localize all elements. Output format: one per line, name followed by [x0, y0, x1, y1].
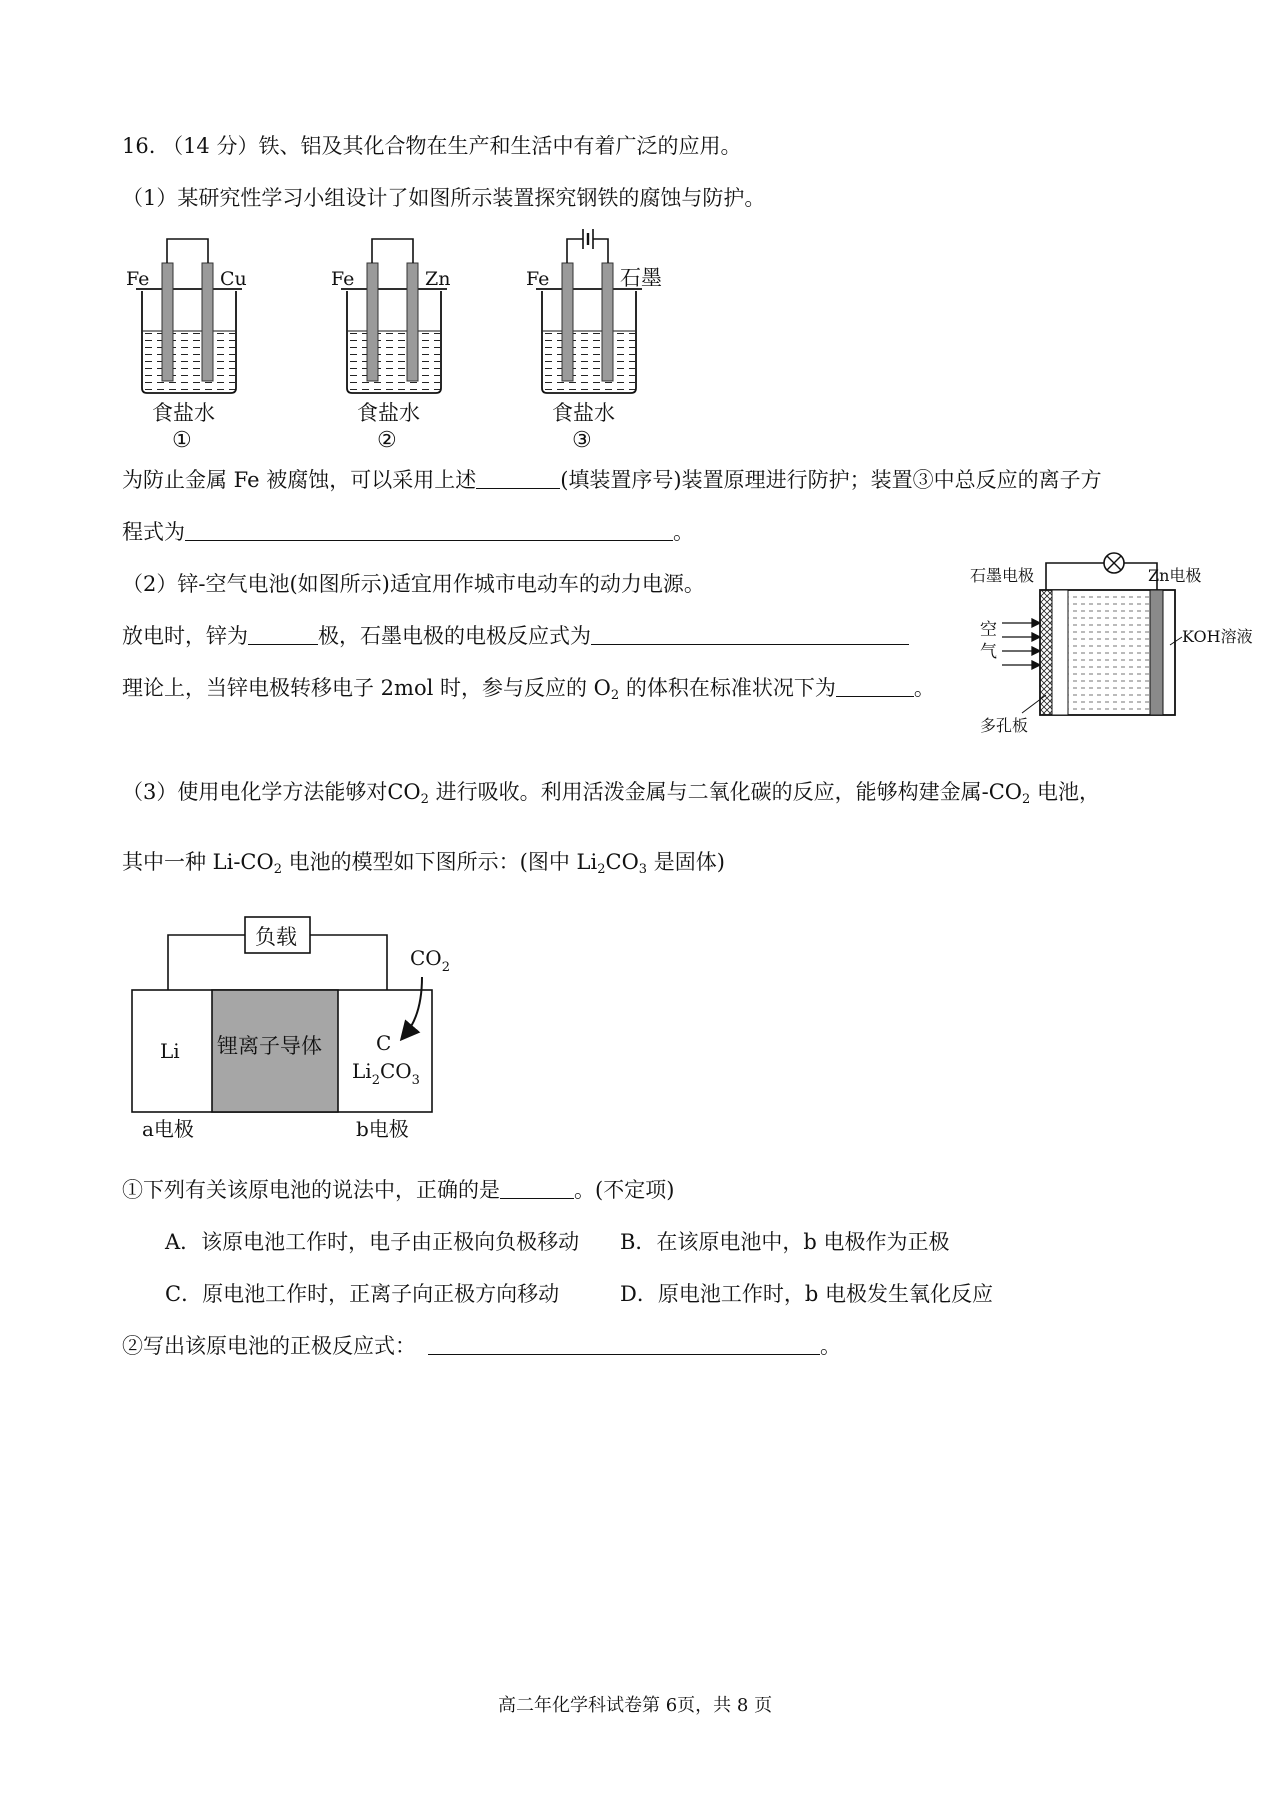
beaker-1-right-electrode: Cu: [220, 268, 247, 290]
option-b[interactable]: B．在该原电池中，b 电极作为正极: [620, 1230, 950, 1254]
part1-question-line2: 程式为 。: [122, 520, 694, 544]
zn-electrode-label: Zn电极: [1148, 566, 1202, 585]
beaker-1-solution: 食盐水: [152, 401, 215, 425]
beaker-1: [126, 239, 247, 453]
a-electrode-label: a电极: [142, 1117, 194, 1141]
beaker-2-right-electrode: Zn: [425, 268, 451, 290]
beaker-3-solution: 食盐水: [552, 401, 615, 425]
li-ion-conductor-label: 锂离子导体: [217, 1034, 322, 1058]
part3-intro-line2: 其中一种 $Li-CO_2$ 电池的模型如下图所示：(图中 $Li_2CO_3$ 是固体): [122, 850, 725, 877]
beaker-2-number: ②: [377, 428, 397, 453]
part2-question-line1: 放电时，锌为 极，石墨电极的电极反应式为: [122, 622, 909, 650]
part2-intro: （2）锌-空气电池(如图所示)适宜用作城市电动车的动力电源。: [122, 572, 705, 596]
page-footer: 高二年化学科试卷第 6页，共 8 页: [498, 1695, 773, 1716]
answer-blank-o2-volume[interactable]: [836, 676, 914, 697]
carbon-label: C: [376, 1031, 392, 1055]
subquestion-1: ①下列有关该原电池的说法中，正确的是 。(不定项): [122, 1178, 675, 1202]
option-c[interactable]: C．原电池工作时，正离子向正极方向移动: [165, 1282, 560, 1306]
porous-plate-label: 多孔板: [980, 716, 1029, 735]
zinc-air-battery-figure: [960, 545, 1253, 735]
beaker-1-left-electrode: Fe: [126, 268, 150, 290]
li2co3-label: $Li_2CO_3$: [352, 1059, 420, 1088]
part1-question-line1: 为防止金属 Fe 被腐蚀，可以采用上述 (填装置序号)装置原理进行防护；装置③中总反应的离子方: [122, 468, 1102, 492]
beaker-2: [331, 239, 450, 453]
beaker-2-solution: 食盐水: [357, 401, 420, 425]
subquestion-2: ②写出该原电池的正极反应式： 。: [122, 1334, 841, 1358]
beaker-3-right-electrode: 石墨: [620, 266, 662, 290]
answer-blank-correct-options[interactable]: [500, 1178, 574, 1199]
answer-blank-graphite-reaction[interactable]: [591, 624, 909, 645]
option-a[interactable]: A．该原电池工作时，电子由正极向负极移动: [165, 1230, 580, 1254]
load-label: 负载: [255, 925, 297, 949]
koh-solution-label: KOH溶液: [1182, 627, 1253, 646]
air-label-1: 空: [980, 620, 997, 640]
air-label-2: 气: [980, 642, 997, 662]
air-arrows: [1002, 619, 1040, 669]
beaker-2-left-electrode: Fe: [331, 268, 355, 290]
question-title: 16. （14 分）铁、铝及其化合物在生产和生活中有着广泛的应用。: [122, 134, 742, 158]
battery-icon: [583, 229, 593, 249]
li-label: Li: [160, 1039, 180, 1063]
beaker-1-number: ①: [172, 428, 192, 453]
b-electrode-label: b电极: [356, 1117, 409, 1141]
part2-question-line2: 理论上，当锌电极转移电子 2mol 时，参与反应的 $O_2$ 的体积在标准状况下为 。: [122, 676, 935, 703]
option-d[interactable]: D．原电池工作时，b 电极发生氧化反应: [620, 1282, 993, 1306]
answer-blank-ionic-equation[interactable]: [185, 520, 673, 541]
part3-intro-line1: （3）使用电化学方法能够对$CO_2$ 进行吸收。利用活泼金属与二氧化碳的反应，能够构建金属$-CO_2$ 电池，: [122, 780, 1100, 807]
part1-intro: （1）某研究性学习小组设计了如图所示装置探究钢铁的腐蚀与防护。: [122, 186, 766, 210]
graphite-electrode-label: 石墨电极: [970, 566, 1035, 585]
answer-blank-zinc-pole[interactable]: [248, 624, 318, 645]
li-co2-battery-figure: [120, 905, 460, 1155]
beaker-3: [526, 229, 662, 453]
answer-blank-device-number[interactable]: [476, 468, 560, 489]
lamp-icon: [1104, 553, 1124, 573]
beaker-apparatus-figure: [120, 225, 720, 455]
answer-blank-positive-reaction[interactable]: [428, 1334, 820, 1355]
beaker-3-left-electrode: Fe: [526, 268, 550, 290]
beaker-3-number: ③: [572, 428, 592, 453]
co2-label: $CO_2$: [410, 946, 450, 975]
